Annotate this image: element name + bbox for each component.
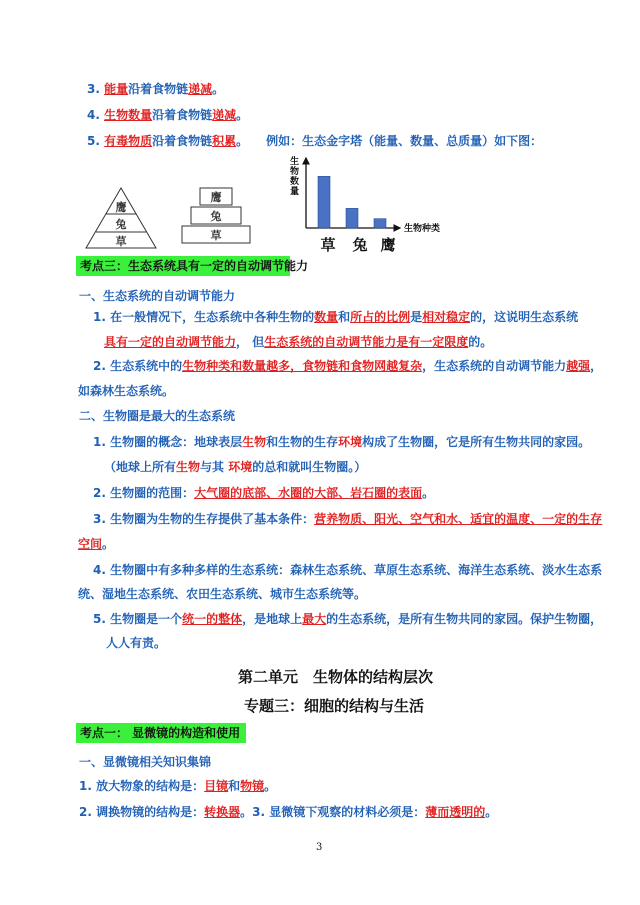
point-5-end: 。 <box>236 134 249 148</box>
bio-kw-organism-2: 生物 <box>176 460 201 474</box>
bio-kw-organism: 生物 <box>242 435 267 449</box>
p1-text-g: 的，这说明生态系统 <box>470 310 579 324</box>
mic-text-2a: 2. 调换物镜的结构是： <box>79 805 205 819</box>
point-5-num: 5. <box>87 134 105 148</box>
mic-text-2e: 。 <box>485 805 498 819</box>
point-5-keyword: 有毒物质 <box>104 134 153 148</box>
part1-p1-line2 <box>104 333 492 351</box>
bio-kw-environment: 环境 <box>338 435 363 449</box>
mic-text-c: 和 <box>228 779 241 793</box>
p1-text-k: 的。 <box>468 335 493 349</box>
point-5-text: 沿着食物链 <box>152 134 213 148</box>
part1-heading: 一、生态系统的自动调节能力 <box>79 289 236 303</box>
range-kw: 大气圈的底部、水圈的大部、岩石圈的表面 <box>194 486 423 500</box>
bio-kw-environment-2: 环境 <box>228 460 253 474</box>
p1-kw-ability: 具有一定的自动调节能力 <box>104 335 237 349</box>
bio-text-c: 和生物的生存 <box>266 435 339 449</box>
p1-text-a: 1. 在一般情况下，生态系统中各种生物的 <box>93 310 315 324</box>
p1-text-c: 和 <box>338 310 351 324</box>
part2-p5-line1 <box>93 610 602 628</box>
part1-p2-line1 <box>93 357 602 375</box>
range-text-c: 。 <box>422 486 435 500</box>
p1-kw-limit: 生态系统的自动调节能力是有一定限度 <box>264 335 469 349</box>
part2-p3-line1 <box>93 510 602 528</box>
chart-y-axis-label <box>290 155 299 197</box>
stacked-blocks-diagram <box>180 186 252 246</box>
pyramid-mid-label: 兔 <box>115 218 127 231</box>
mic-text-a: 1. 放大物象的结构是： <box>79 779 205 793</box>
part3-p1-line <box>79 777 276 795</box>
range-text-a: 2. 生物圈的范围： <box>93 486 195 500</box>
bio-text-f: （地球上所有 <box>104 460 177 474</box>
part2-p2-line <box>93 484 434 502</box>
p1-text-i: ， 但 <box>236 335 265 349</box>
bio-text-a: 1. 生物圈的概念：地球表层 <box>93 435 243 449</box>
point-5-line <box>87 132 542 150</box>
block-mid-label: 兔 <box>210 210 222 223</box>
point-4-line <box>87 106 248 124</box>
point-3-keyword: 能量 <box>104 82 129 96</box>
category-label-0: 草 <box>320 236 336 254</box>
point-4-keyword-2: 递减 <box>212 108 237 122</box>
part2-p4-line2: 统、湿地生态系统、农田生态系统、城市生态系统等。 <box>78 587 367 601</box>
category-label-1: 兔 <box>352 236 368 254</box>
point-4-text: 沿着食物链 <box>152 108 213 122</box>
pyramid-top-label: 鹰 <box>115 201 127 214</box>
point-3-line <box>87 80 224 98</box>
point-4-num: 4. <box>87 108 105 122</box>
block-bottom-label: 草 <box>210 229 222 242</box>
kaodian-1-badge: 考点一： 显微镜的构造和使用 <box>76 723 246 743</box>
mic-text-e: 。 <box>264 779 277 793</box>
point-5-keyword-2: 积累 <box>212 134 237 148</box>
p1-kw-ratio: 所占的比例 <box>350 310 411 324</box>
whole-text-e: 的生态系统，是所有生物共同的家园。保护生物圈， <box>326 612 603 626</box>
cond-text-d: 。 <box>102 537 115 551</box>
pyramid-bottom-label: 草 <box>115 235 127 248</box>
part2-p5-line2: 人人有责。 <box>106 636 167 650</box>
p1-text-e: 是 <box>410 310 423 324</box>
chart-x-axis-label: 生物种类 <box>404 224 441 234</box>
p2-text-a: 2. 生态系统中的 <box>93 359 183 373</box>
part1-p2-line2: 如森林生态系统。 <box>78 384 175 398</box>
whole-text-a: 5. 生物圈是一个 <box>93 612 183 626</box>
p2-text-e: ， <box>590 359 603 373</box>
block-top-label: 鹰 <box>210 191 222 204</box>
unit-title: 第二单元 生物体的结构层次 <box>238 668 434 686</box>
p2-kw-stronger: 越强 <box>566 359 591 373</box>
p2-text-c: ，生态系统的自动调节能力 <box>422 359 567 373</box>
page-number: 3 <box>316 842 323 853</box>
bio-text-h: 与其 <box>200 460 229 474</box>
bar-2 <box>374 219 386 228</box>
topic-title: 专题三：细胞的结构与生活 <box>244 697 425 715</box>
point-3-text: 沿着食物链 <box>128 82 189 96</box>
kaodian-3-badge: 考点三：生态系统具有一定的自动调节能力 <box>76 256 290 276</box>
point-4-keyword: 生物数量 <box>104 108 153 122</box>
part1-p1-line1 <box>93 308 578 326</box>
whole-kw-largest: 最大 <box>302 612 327 626</box>
mic-kw-eyepiece: 目镜 <box>204 779 229 793</box>
mic-kw-objective: 物镜 <box>240 779 265 793</box>
p1-kw-quantity: 数量 <box>314 310 339 324</box>
pyramid-triangle-diagram <box>84 186 158 250</box>
mic-kw-converter: 转换器 <box>204 805 241 819</box>
p2-kw-complexity: 生物种类和数量越多，食物链和食物网越复杂 <box>182 359 423 373</box>
cond-kw: 营养物质、阳光、空气和水、适宜的温度、一定的生存 <box>314 512 603 526</box>
mic-text-2c: 。3. 显微镜下观察的材料必须是： <box>240 805 426 819</box>
pyramid-example-text: 例如：生态金字塔（能量、数量、总质量）如下图： <box>266 134 543 148</box>
category-label-2: 鹰 <box>380 236 396 254</box>
part3-heading: 一、显微镜相关知识集锦 <box>79 755 212 769</box>
part2-p4-line1: 4. 生物圈中有多种多样的生态系统：森林生态系统、草原生态系统、海洋生态系统、淡水生态系 <box>93 563 603 577</box>
bio-text-j: 的总和就叫生物圈。） <box>252 460 367 474</box>
part2-heading: 二、生物圈是最大的生态系统 <box>79 409 236 423</box>
part3-p2-line <box>79 803 497 821</box>
cond-text-a: 3. 生物圈为生物的生存提供了基本条件： <box>93 512 315 526</box>
chart-y-label-text: 生物数量 <box>290 157 300 197</box>
point-4-end: 。 <box>236 108 249 122</box>
cond-kw-space: 空间 <box>78 537 103 551</box>
part2-p3-line2 <box>78 535 114 553</box>
mic-kw-thin: 薄而透明的 <box>425 805 486 819</box>
population-bar-chart <box>282 152 472 256</box>
whole-text-c: ，是地球上 <box>242 612 303 626</box>
bar-1 <box>346 208 358 228</box>
part2-p1-line1 <box>93 433 590 451</box>
point-3-keyword-2: 递减 <box>188 82 213 96</box>
p1-kw-stable: 相对稳定 <box>422 310 471 324</box>
bar-0 <box>318 176 330 228</box>
part2-p1-line2 <box>104 458 366 476</box>
whole-kw: 统一的整体 <box>182 612 243 626</box>
point-3-end: 。 <box>212 82 225 96</box>
bio-text-e: 构成了生物圈，它是所有生物共同的家园。 <box>362 435 591 449</box>
point-3-num: 3. <box>87 82 105 96</box>
